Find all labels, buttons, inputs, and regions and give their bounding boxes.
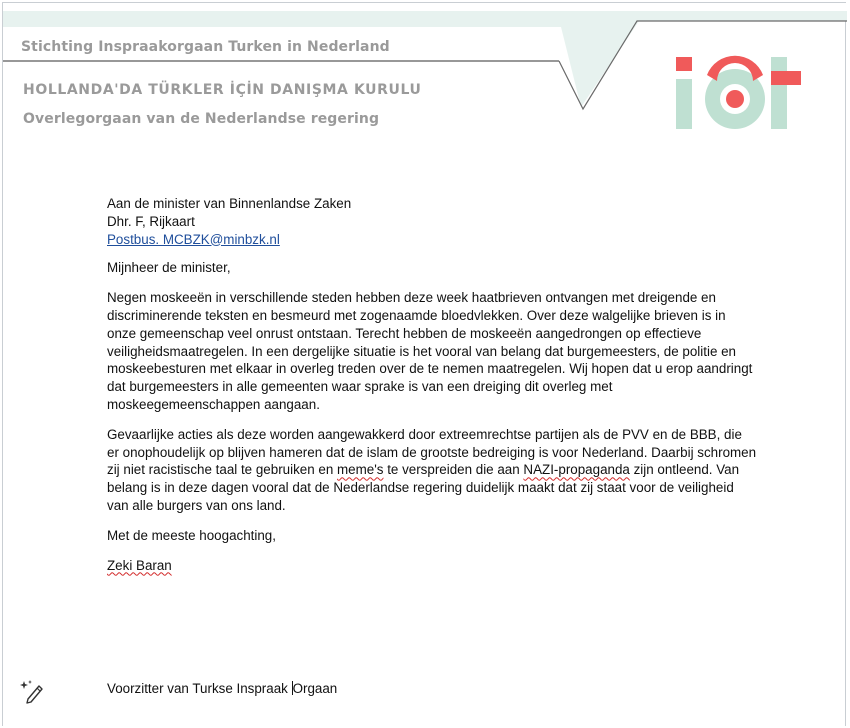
- org-name-turkish: HOLLANDA'DA TÜRKLER İÇİN DANIŞMA KURULU: [23, 82, 422, 98]
- salutation: Mijnheer de minister,: [107, 260, 231, 276]
- spellcheck-word-nazi[interactable]: NAZI-propaganda: [523, 462, 630, 478]
- spellcheck-word-memes[interactable]: meme's: [337, 462, 384, 478]
- paragraph-1: Negen moskeeën in verschillende steden hebben deze week haatbrieven ontvangen met dreigende en discriminerende teksten en besmeurd met zogenaamde bloedvlekken. Over deze walgelijke brieven is in onze gemeenschap veel onrust ontstaan. Terecht hebben de moskeeën aangedrongen op effectieve veiligheidsmaatregelen. In een dergelijke situatie is het vooral van belang dat burgemeesters, de politie en moskeebesturen met elkaar in overleg treden over de te nemen maatregelen. Wij hopen dat u erop aandringt dat burgemeesters in alle gemeenten waar sprake is van een dreiging dit overleg met moskeegemeenschappen aangaan.: [107, 290, 753, 412]
- iot-logo: [673, 53, 803, 133]
- document-page: [2, 2, 846, 726]
- org-subtitle: Overlegorgaan van de Nederlandse regering: [23, 111, 380, 127]
- recipient-line: Aan de minister van Binnenlandse Zaken: [107, 196, 352, 211]
- letter-body[interactable]: [107, 195, 757, 586]
- address-block: [107, 195, 757, 248]
- recipient-name: Dhr. F, Rijkaart: [107, 213, 195, 229]
- org-name-dutch: Stichting Inspraakorgaan Turken in Nederland: [21, 39, 390, 55]
- signer-title[interactable]: Voorzitter van Turkse Inspraak Orgaan: [107, 681, 338, 696]
- paragraph-2: Gevaarlijke acties als deze worden aangewakkerd door extreemrechtse partijen als de PVV en de BBB, die er onophoudelijk op blijven hameren dat de islam de grootste bedreiging is voor Nederland. Daarbij schromen zij niet racistische taal te gebruiken en meme's te verspreiden die aan NAZI-propaganda zijn ontleend. Van belang is in deze dagen vooral dat de Nederlandse regering duidelijk maakt dat zij staat voor de veiligheid van alle burgers van ons land.: [107, 426, 757, 513]
- spellcheck-word-signer[interactable]: Zeki Baran: [107, 557, 172, 573]
- magic-pen-icon[interactable]: [19, 677, 47, 705]
- signer-name: [107, 557, 757, 575]
- email-link[interactable]: Postbus. MCBZK@minbzk.nl: [107, 231, 280, 247]
- closing: Met de meeste hoogachting,: [107, 527, 276, 543]
